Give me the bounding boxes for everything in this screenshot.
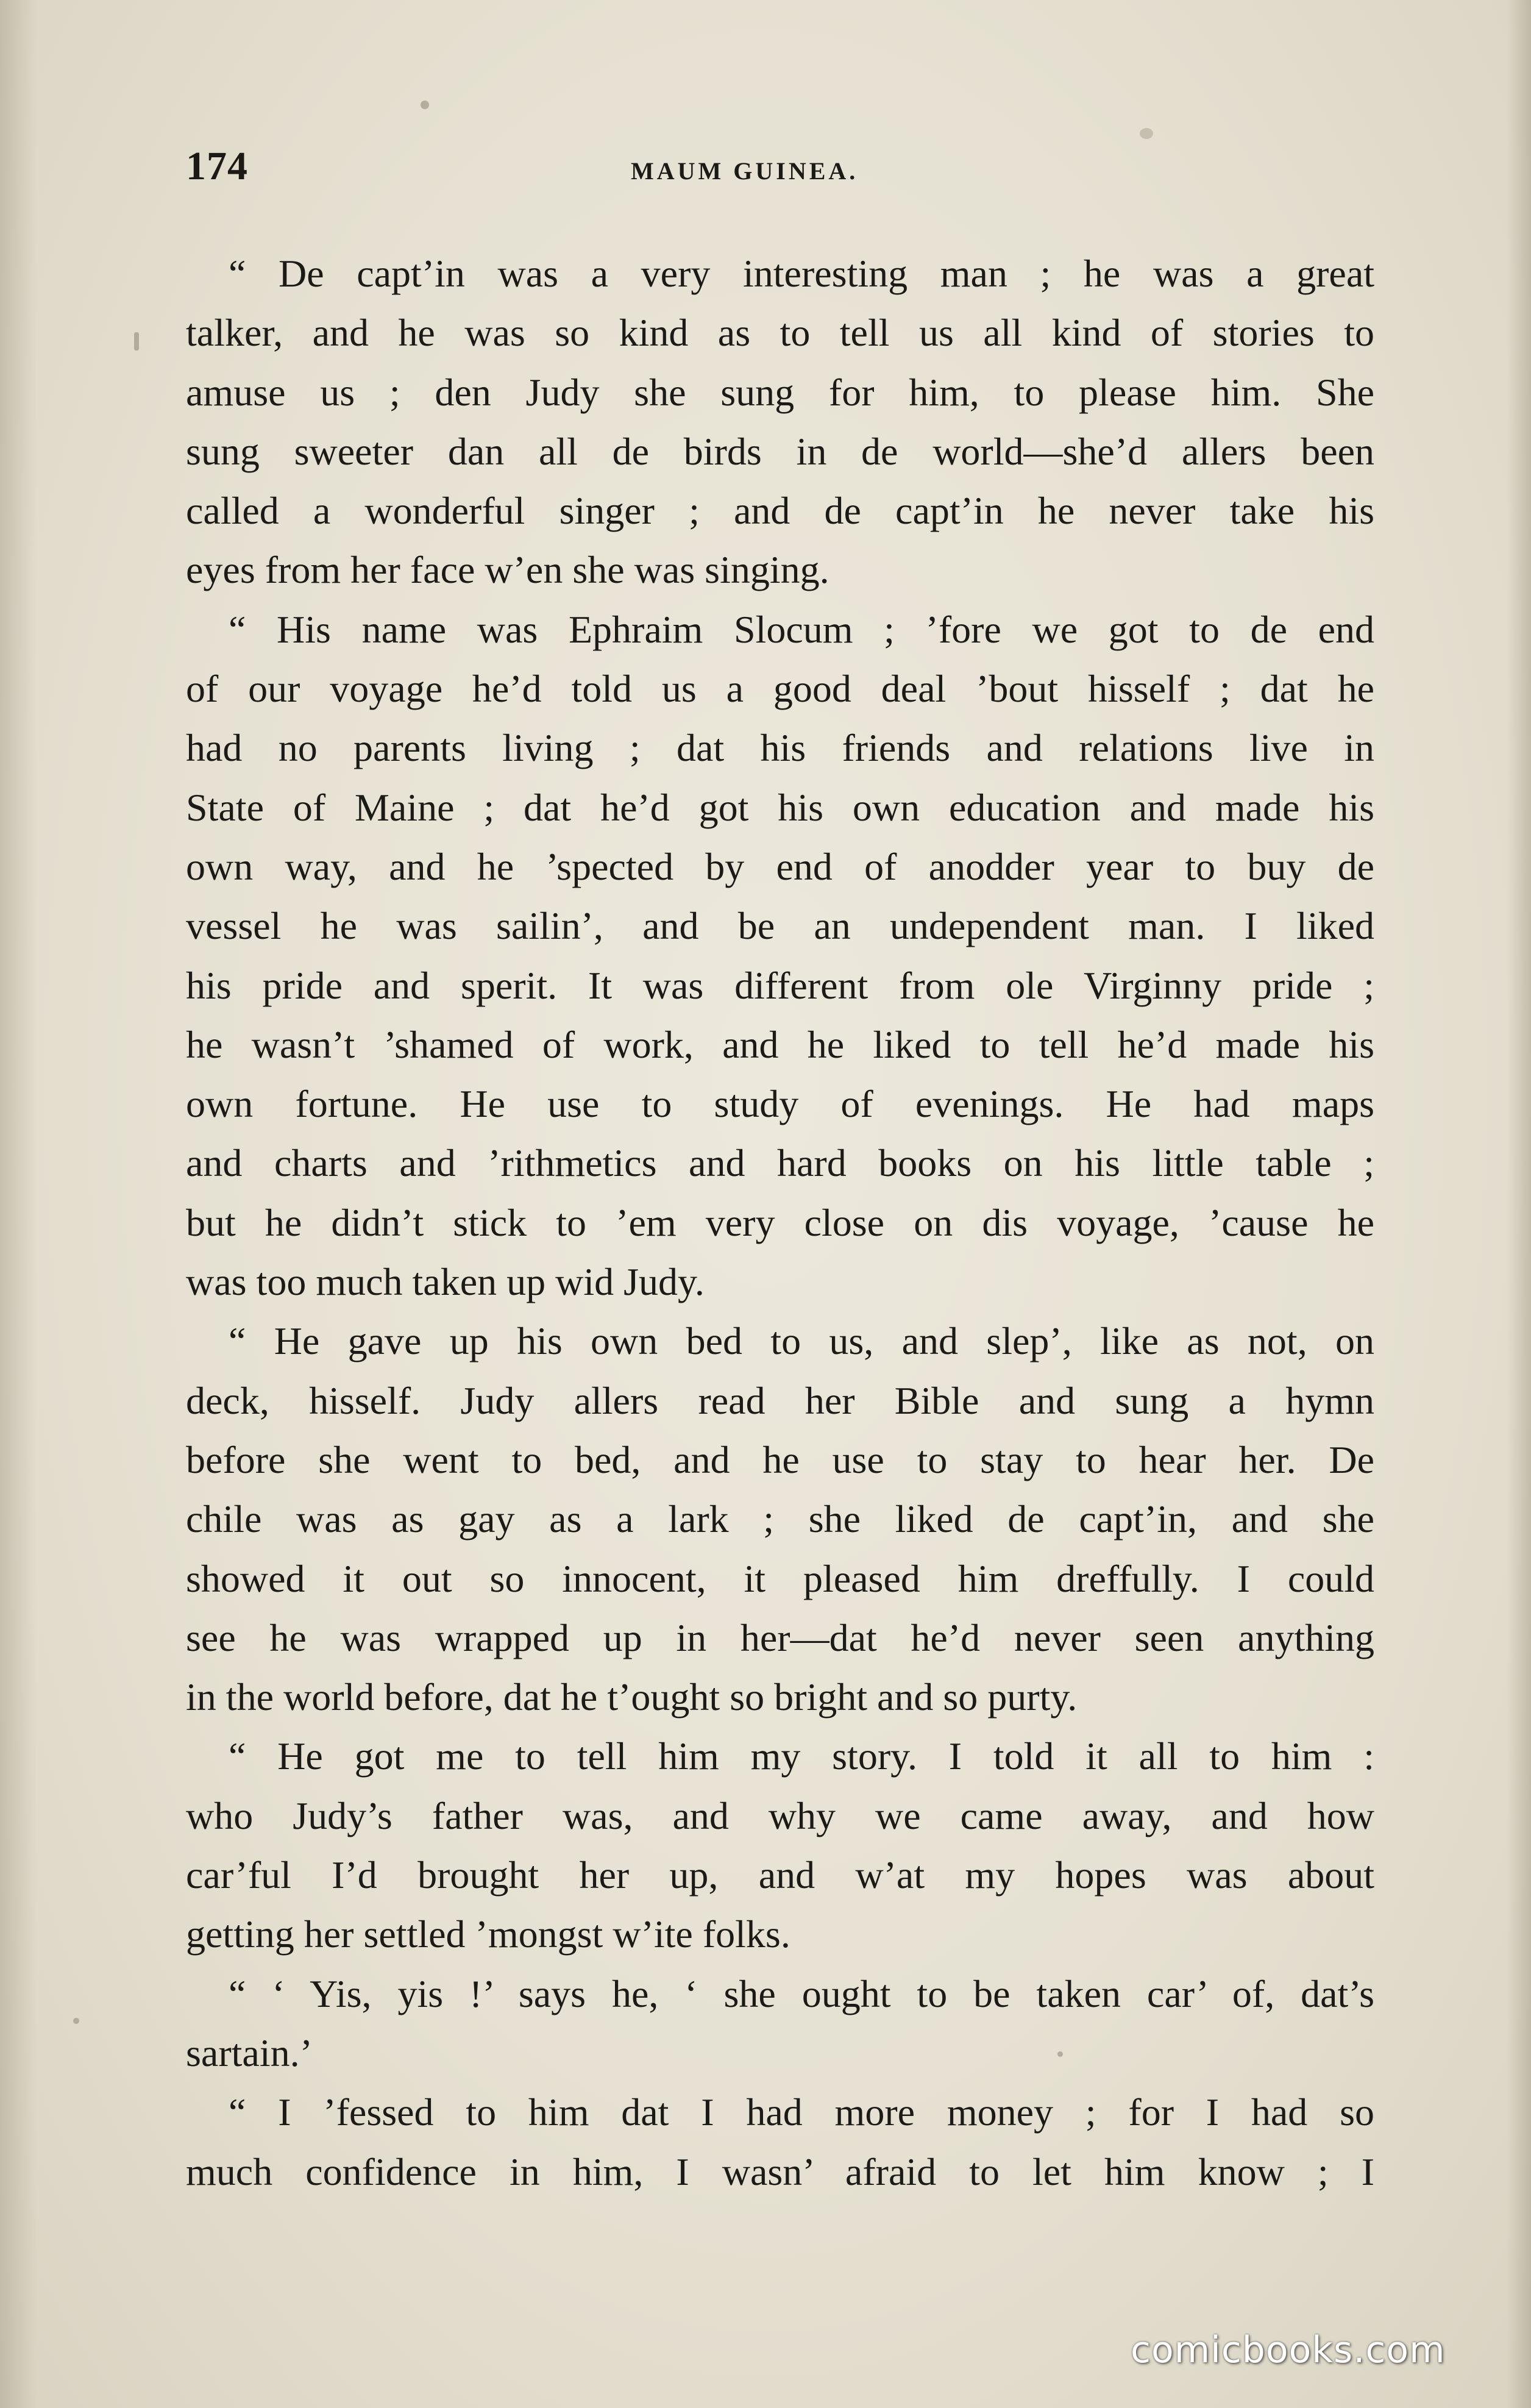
paper-speck xyxy=(134,332,139,351)
text-line: eyes from her face w’en she was singing. xyxy=(186,548,829,592)
text-line: “ His name was Ephraim Slocum ; ’fore we got to de end xyxy=(229,607,1374,651)
text-line: before she went to bed, and he use to stay to hear her. De xyxy=(186,1437,1374,1481)
text-line: chile was as gay as a lark ; she liked de capt’in, and she xyxy=(186,1497,1374,1541)
text-line: see he was wrapped up in her—dat he’d never seen anything xyxy=(186,1615,1374,1659)
paper-speck xyxy=(73,2018,79,2024)
text-line: “ ‘ Yis, yis !’ says he, ‘ she ought to be taken car’ of, dat’s xyxy=(229,1972,1374,2015)
text-line: own fortune. He use to study of evenings. He had maps xyxy=(186,1082,1374,1126)
text-line: amuse us ; den Judy she sung for him, to please him. She xyxy=(186,370,1374,414)
text-line: of our voyage he’d told us a good deal ’bout hisself ; dat he xyxy=(186,667,1374,711)
text-line: deck, hisself. Judy allers read her Bible and sung a hymn xyxy=(186,1378,1374,1422)
text-line: but he didn’t stick to ’em very close on dis voyage, ’cause he xyxy=(186,1200,1374,1244)
text-line: was too much taken up wid Judy. xyxy=(186,1260,705,1304)
text-line: and charts and ’rithmetics and hard books on his little table ; xyxy=(186,1141,1374,1185)
text-line: called a wonderful singer ; and de capt’in he never take his xyxy=(186,489,1374,533)
text-line: “ De capt’in was a very interesting man ; he was a great xyxy=(229,252,1374,295)
page-header xyxy=(186,143,1374,198)
text-line: much confidence in him, I wasn’ afraid to let him know ; I xyxy=(186,2150,1374,2193)
text-line: “ He gave up his own bed to us, and slep’, like as not, on xyxy=(229,1319,1374,1363)
body-text xyxy=(186,244,1374,2201)
text-line: had no parents living ; dat his friends and relations live in xyxy=(186,726,1374,770)
text-line: getting her settled ’mongst w’ite folks. xyxy=(186,1912,790,1956)
paper-speck xyxy=(1140,128,1153,139)
text-line: “ I ’fessed to him dat I had more money ; for I had so xyxy=(229,2090,1374,2134)
text-line: vessel he was sailin’, and be an undependent man. I liked xyxy=(186,904,1374,948)
page-number: 174 xyxy=(186,144,248,188)
text-line: he wasn’t ’shamed of work, and he liked to tell he’d made his xyxy=(186,1022,1374,1066)
text-line: his pride and sperit. It was different from ole Virginny pride ; xyxy=(186,963,1374,1007)
page-edge-shadow-left xyxy=(0,0,37,2408)
watermark-logo: comicbooks.com xyxy=(1131,2329,1446,2371)
running-title: MAUM GUINEA. xyxy=(631,157,859,185)
text-line: sartain.’ xyxy=(186,2031,313,2075)
text-line: sung sweeter dan all de birds in de world—she’d allers been xyxy=(186,429,1374,473)
page-edge-shadow-right xyxy=(1507,0,1531,2408)
text-line: car’ful I’d brought her up, and w’at my hopes was about xyxy=(186,1853,1374,1897)
text-line: own way, and he ’spected by end of anodder year to buy de xyxy=(186,844,1374,888)
text-line: “ He got me to tell him my story. I told it all to him : xyxy=(229,1734,1374,1778)
text-line: who Judy’s father was, and why we came away, and how xyxy=(186,1794,1374,1837)
paper-speck xyxy=(421,101,429,109)
text-line: showed it out so innocent, it pleased him dreffully. I could xyxy=(186,1556,1374,1600)
text-line: talker, and he was so kind as to tell us all kind of stories to xyxy=(186,311,1374,355)
text-line: State of Maine ; dat he’d got his own education and made his xyxy=(186,785,1374,829)
text-line: in the world before, dat he t’ought so bright and so purty. xyxy=(186,1675,1078,1719)
